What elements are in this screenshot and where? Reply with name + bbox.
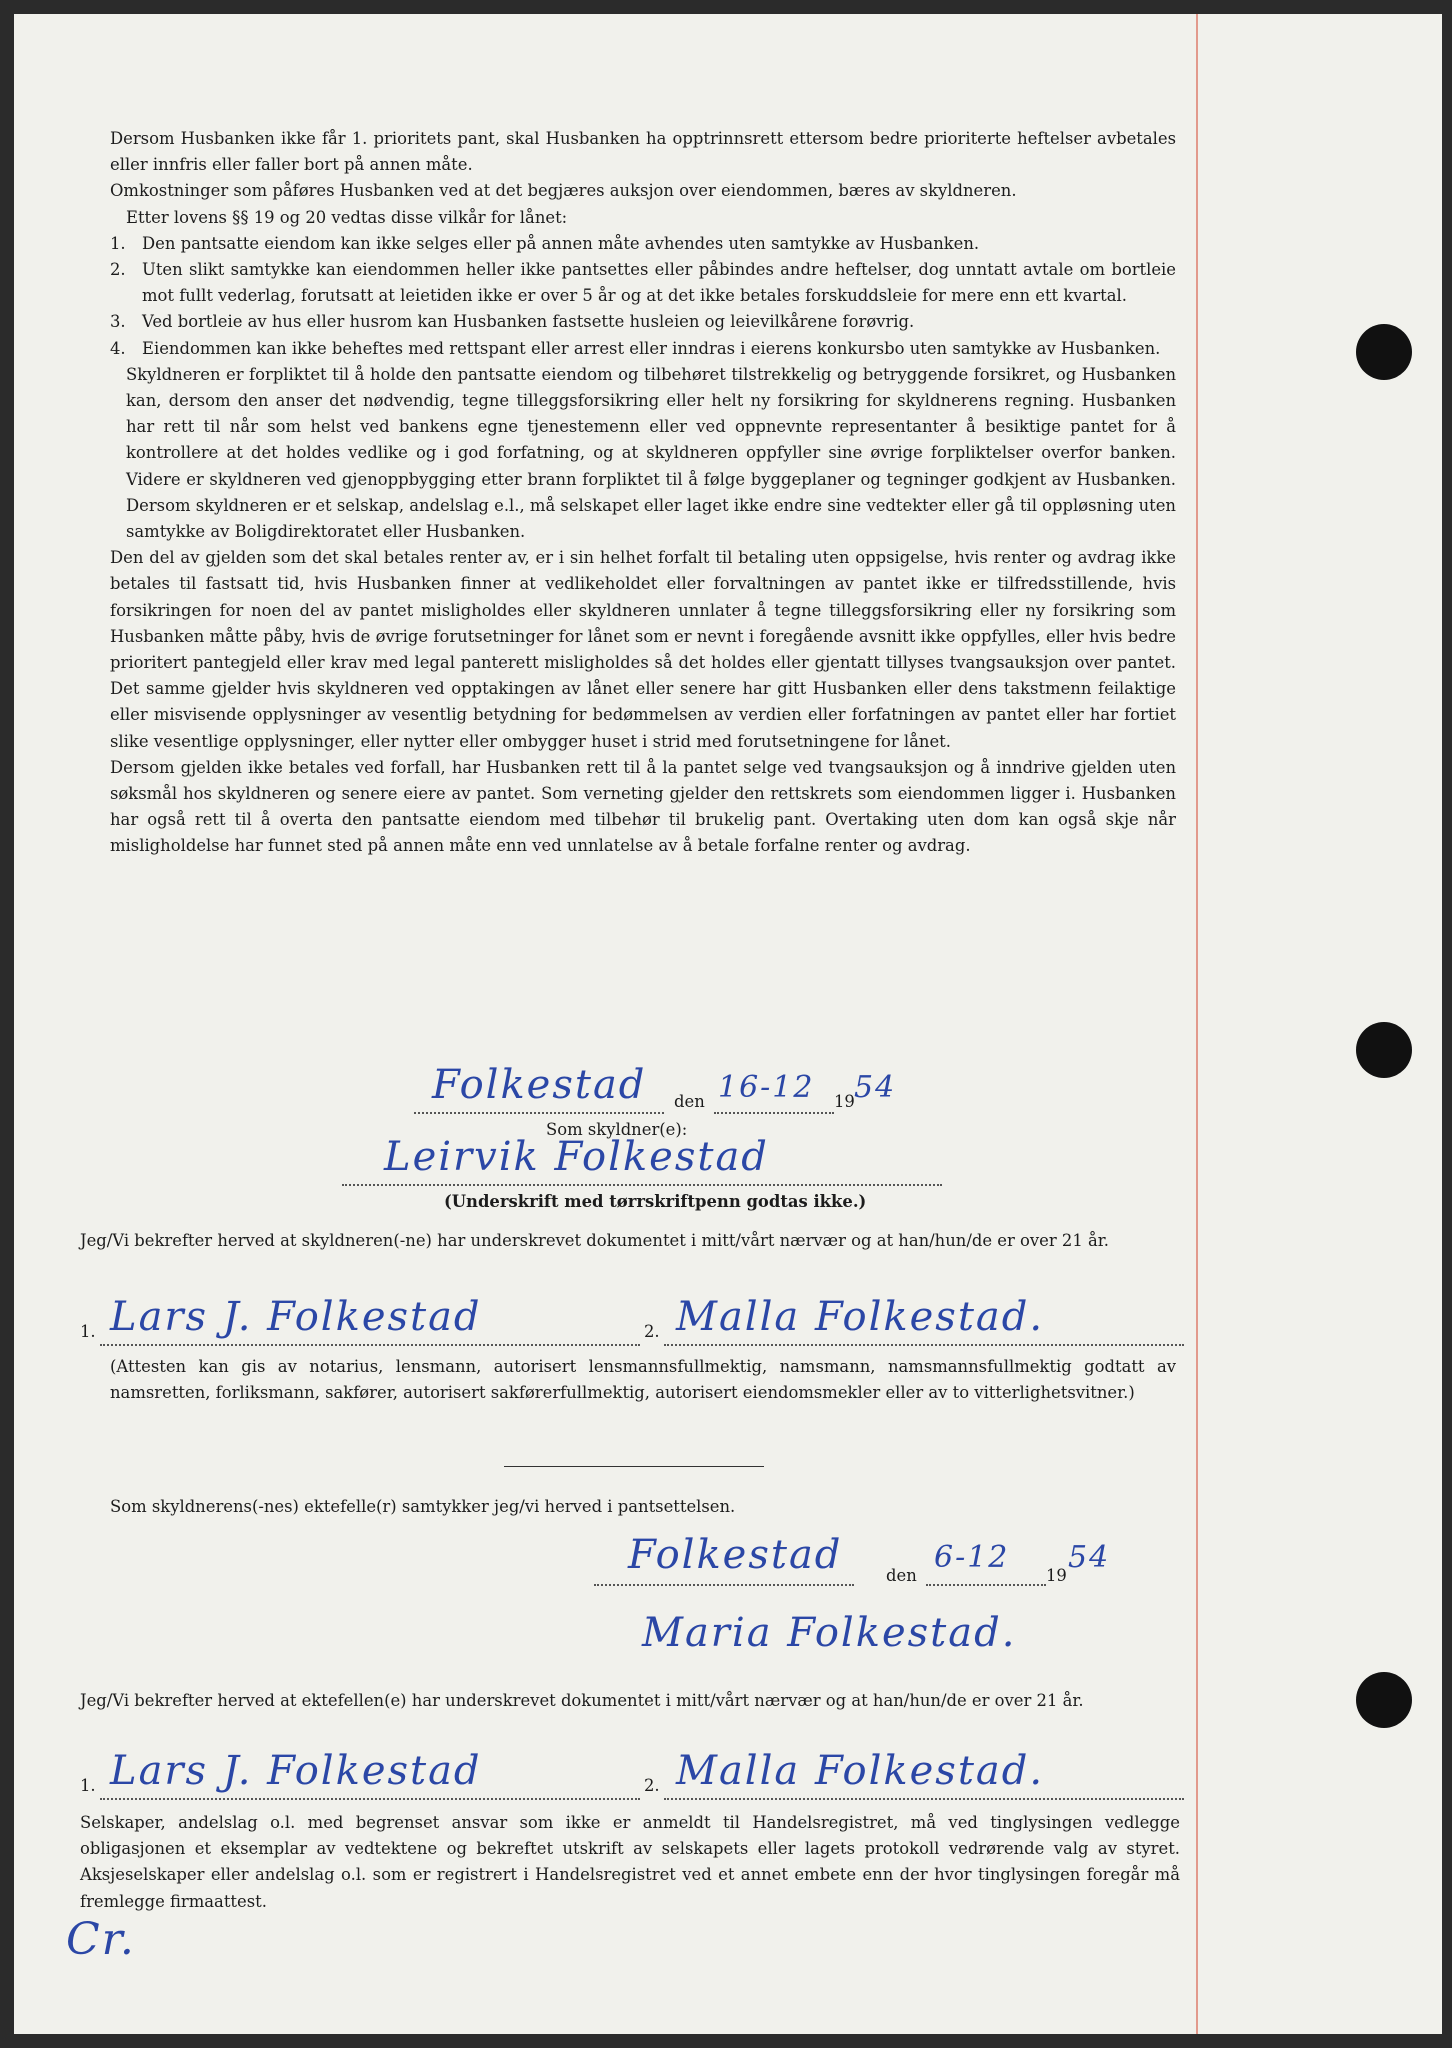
- witness-signature-handwritten: Malla Folkestad.: [676, 1748, 1045, 1794]
- margin-line: [1196, 14, 1198, 2034]
- year-handwritten: 54: [1068, 1540, 1111, 1575]
- paragraph: Dersom Husbanken ikke får 1. prioritets pant, skal Husbanken ha opptrinnsrett ettersom bedre prioriterte heftelser avbetales eller innfris eller faller bort på annen måte.: [110, 129, 1176, 175]
- terms-text: [110, 126, 1176, 860]
- condition-item: [110, 309, 1176, 335]
- witness-number: 1.: [80, 1322, 96, 1341]
- debtor-signature-handwritten: Leirvik Folkestad: [384, 1134, 769, 1180]
- witness-line: [664, 1344, 1184, 1346]
- attest-note: (Attesten kan gis av notarius, lensmann, autorisert lensmannsfullmektig, namsmann, namsmannsfullmektig godtatt av namsretten, forliksmann, sakfører, autorisert sakførerfullmektig, autorisert eiendomsmekler eller av to vitterlighetsvitner.): [110, 1357, 1176, 1403]
- witness-number: 1.: [80, 1776, 96, 1795]
- condition-text: Ved bortleie av hus eller husrom kan Husbanken fastsette husleien og leievilkårene forøvrig.: [142, 312, 915, 332]
- condition-number: 4.: [110, 338, 126, 358]
- den-label: den: [886, 1566, 917, 1585]
- condition-item: [110, 257, 1176, 309]
- witness-number: 2.: [644, 1322, 660, 1341]
- condition-text: Eiendommen kan ikke beheftes med rettspant eller arrest eller inndras i eierens konkursbo uten samtykke av Husbanken.: [142, 338, 1161, 358]
- witness-confirmation: Jeg/Vi bekrefter herved at ektefellen(e) har underskrevet dokumentet i mitt/vårt nærvær og at han/hun/de er over 21 år.: [80, 1691, 1084, 1710]
- document-page: [14, 14, 1442, 2034]
- date-line: [926, 1584, 1046, 1586]
- condition-number: 1.: [110, 233, 126, 253]
- place-line: [594, 1584, 854, 1586]
- den-label: den: [674, 1092, 705, 1111]
- signature-line: [342, 1184, 942, 1186]
- date-handwritten: 16-12: [718, 1070, 815, 1105]
- witness-signature-handwritten: Lars J. Folkestad: [110, 1294, 482, 1340]
- witness-number: 2.: [644, 1776, 660, 1795]
- spouse-signature-handwritten: Maria Folkestad.: [642, 1610, 1017, 1656]
- condition-item: [110, 231, 1176, 257]
- paragraph: Dersom gjelden ikke betales ved forfall, har Husbanken rett til å la pantet selge ved tvangsauksjon og å inndrive gjelden uten søksmål hos skyldneren og senere eiere av pantet. Som verneting gjelder den rettskrets som eiendommen ligger i. Husbanken har også rett til å overta den pantsatte eiendom med tilbehør til brukelig pant. Overtaking uten dom kan også skje når misligholdelse har funnet sted på annen måte enn ved unnlatelse av å betale forfalne renter og avdrag.: [110, 757, 1176, 856]
- witness-line: [100, 1344, 640, 1346]
- paragraph: Etter lovens §§ 19 og 20 vedtas disse vilkår for lånet:: [126, 207, 568, 227]
- punch-hole: [1356, 1672, 1412, 1728]
- punch-hole: [1356, 324, 1412, 380]
- paragraph: Den del av gjelden som det skal betales renter av, er i sin helhet forfalt til betaling uten oppsigelse, hvis renter og avdrag ikke betales til fastsatt tid, hvis Husbanken finner at vedlikeholdet eller forvaltningen av pantet ikke er tilfredsstillende, hvis forsikringen for noen del av pantet misligholdes eller skyldneren unnlater å tegne tilleggsforsikring eller ny forsikring som Husbanken måtte påby, hvis de øvrige forutsetninger for lånet som er nevnt i foregående avsnitt ikke oppfylles, eller hvis bedre prioritert pantegjeld eller krav med legal panterett misligholdes så det holdes eller gjentatt tillyses tvangsauksjon over pantet. Det samme gjelder hvis skyldneren ved opptakingen av lånet eller senere har gitt Husbanken eller dens takstmenn feilaktige eller misvisende opplysninger av vesentlig betydning for bedømmelsen av verdien eller forfatningen av pantet eller har fortiet slike vesentlige opplysninger, eller nytter eller ombygger huset i strid med forutsetningene for lånet.: [110, 548, 1176, 751]
- year-prefix: 19: [834, 1092, 855, 1111]
- condition-item: [110, 336, 1176, 362]
- corner-handwritten-mark: Cr.: [66, 1914, 136, 1965]
- witness-line: [100, 1798, 640, 1800]
- condition-number: 2.: [110, 260, 126, 280]
- place-line: [414, 1112, 664, 1114]
- condition-text: Uten slikt samtykke kan eiendommen heller ikke pantsettes eller påbindes andre heftelser, dog unntatt avtale om bortleie mot fullt vederlag, forutsatt at leietiden ikke er over 5 år og at det ikke betales forskuddsleie for mere enn ett kvartal.: [142, 260, 1176, 306]
- paragraph: Omkostninger som påføres Husbanken ved at det begjæres auksjon over eiendommen, bæres av skyldneren.: [110, 181, 1017, 201]
- footer-note: Selskaper, andelslag o.l. med begrenset ansvar som ikke er anmeldt til Handelsregistret, må ved tinglysingen vedlegge obligasjonen et eksemplar av vedtektene og bekreftet utskrift av selskapets eller lagets protokoll vedrørende valg av styret. Aksjeselskaper eller andelslag o.l. som er registrert i Handelsregistret ved et annet embete enn der hvor tinglysingen foregår må fremlegge firmaattest.: [80, 1813, 1180, 1911]
- year-handwritten: 54: [854, 1070, 897, 1105]
- separator-line: [504, 1466, 764, 1467]
- place-handwritten: Folkestad: [432, 1062, 647, 1108]
- punch-hole: [1356, 1022, 1412, 1078]
- witness-signature-handwritten: Malla Folkestad.: [676, 1294, 1045, 1340]
- place-handwritten: Folkestad: [628, 1532, 843, 1578]
- year-prefix: 19: [1046, 1566, 1067, 1585]
- witness-line: [664, 1798, 1184, 1800]
- witness-confirmation: Jeg/Vi bekrefter herved at skyldneren(-ne) har underskrevet dokumentet i mitt/vårt nærvær og at han/hun/de er over 21 år.: [80, 1231, 1109, 1250]
- condition-text: Den pantsatte eiendom kan ikke selges eller på annen måte avhendes uten samtykke av Husbanken.: [142, 233, 980, 253]
- date-handwritten: 6-12: [934, 1540, 1010, 1575]
- debtor-label: Som skyldner(e):: [546, 1120, 688, 1139]
- spouse-consent: Som skyldnerens(-nes) ektefelle(r) samtykker jeg/vi herved i pantsettelsen.: [110, 1497, 736, 1516]
- date-line: [714, 1112, 834, 1114]
- condition-number: 3.: [110, 312, 126, 332]
- signature-note: (Underskrift med tørrskriftpenn godtas ikke.): [444, 1192, 867, 1211]
- paragraph: Skyldneren er forpliktet til å holde den pantsatte eiendom og tilbehøret tilstrekkelig og betryggende forsikret, og Husbanken kan, dersom den anser det nødvendig, tegne tilleggsforsikring eller helt ny forsikring for skyldnerens regning. Husbanken har rett til når som helst ved bankens egne tjenestemenn eller ved oppnevnte representanter å besiktige pantet for å kontrollere at det holdes vedlike og i god forfatning, og at skyldneren oppfyller sine øvrige forpliktelser overfor banken. Videre er skyldneren ved gjenoppbygging etter brann forpliktet til å følge byggeplaner og tegninger godkjent av Husbanken. Dersom skyldneren er et selskap, andelslag e.l., må selskapet eller laget ikke endre sine vedtekter eller gå til oppløsning uten samtykke av Boligdirektoratet eller Husbanken.: [126, 364, 1176, 542]
- witness-signature-handwritten: Lars J. Folkestad: [110, 1748, 482, 1794]
